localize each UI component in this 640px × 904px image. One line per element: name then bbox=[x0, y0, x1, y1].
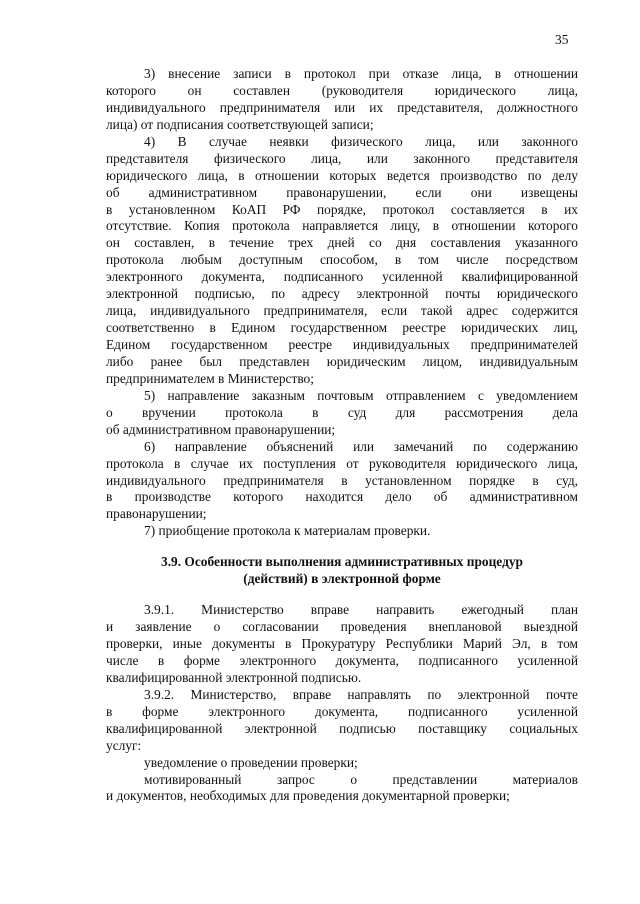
text-line: предпринимателем в Министерство; bbox=[106, 370, 314, 386]
text-line: электронного документа, подписанного усиленной квалифицированной bbox=[106, 269, 578, 285]
text-line: в установленном КоАП РФ порядке, протокол составляется в их bbox=[106, 201, 578, 217]
heading-line: (действий) в электронной форме bbox=[243, 571, 441, 587]
text-line: которого он составлен (руководителя юридического лица, bbox=[106, 82, 578, 98]
text-line: протокола в случае их поступления от руководителя юридического лица, bbox=[106, 455, 578, 471]
text-line: 3.9.1. Министерство вправе направить ежегодный план bbox=[144, 602, 578, 618]
text-line: квалифицированной электронной подписью поставщику социальных bbox=[106, 720, 578, 736]
text-line: индивидуального предпринимателя или их представителя, должностного bbox=[106, 99, 578, 115]
text-line: 7) приобщение протокола к материалам проверки. bbox=[144, 523, 431, 539]
text-line: либо ранее был представлен юридическим лицом, индивидуальным bbox=[106, 353, 578, 369]
text-line: о вручении протокола в суд для рассмотрения дела bbox=[106, 404, 578, 420]
paragraph bbox=[106, 439, 578, 524]
text-line: отсутствие. Копия протокола направляется лицу, в отношении которого bbox=[106, 218, 578, 234]
paragraph bbox=[106, 687, 578, 755]
section-heading bbox=[106, 554, 578, 588]
text-line: соответственно в Едином государственном реестре юридических лиц, bbox=[106, 320, 578, 336]
paragraph-gap bbox=[106, 540, 578, 554]
paragraph bbox=[106, 523, 578, 540]
text-line: квалифицированной электронной подписью. bbox=[106, 669, 362, 685]
text-line: представителя физического лица, или законного представителя bbox=[106, 150, 578, 166]
text-line: и заявление о согласовании проведения внеплановой выездной bbox=[106, 619, 578, 635]
text-line: 4) В случае неявки физического лица, или законного bbox=[144, 133, 578, 149]
text-line: в производстве которого находится дело об административном bbox=[106, 489, 578, 505]
paragraph bbox=[106, 772, 578, 806]
text-line: и документов, необходимых для проведения документарной проверки; bbox=[106, 788, 510, 804]
heading-line: 3.9. Особенности выполнения административных процедур bbox=[161, 554, 523, 570]
text-line: юридического лица, в отношении которых ведется производство по делу bbox=[106, 167, 578, 183]
text-line: 5) направление заказным почтовым отправлением с уведомлением bbox=[144, 387, 578, 403]
text-line: 6) направление объяснений или замечаний по содержанию bbox=[144, 438, 578, 454]
paragraph bbox=[106, 388, 578, 439]
text-line: проверки, иные документы в Прокуратуру Республики Марий Эл, в том bbox=[106, 636, 578, 651]
text-line: правонарушении; bbox=[106, 506, 207, 522]
page-number: 35 bbox=[555, 32, 569, 47]
text-line: уведомление о проведении проверки; bbox=[144, 754, 358, 770]
paragraph bbox=[106, 134, 578, 388]
text-line: об административном правонарушении; bbox=[106, 421, 336, 437]
paragraph bbox=[106, 66, 578, 134]
text-line: 3.9.2. Министерство, вправе направлять по электронной почте bbox=[144, 686, 578, 702]
text-line: протокола любым доступным способом, в том числе посредством bbox=[106, 252, 578, 268]
text-line: индивидуального предпринимателя в установленном порядке в суд, bbox=[106, 472, 578, 488]
text-line: мотивированный запрос о представлении материалов bbox=[144, 771, 578, 787]
paragraph bbox=[106, 602, 578, 687]
text-line: Едином государственном реестре индивидуальных предпринимателей bbox=[106, 337, 578, 352]
text-line: в форме электронного документа, подписанного усиленной bbox=[106, 703, 578, 719]
text-line: электронной подписью, по адресу электронной почты юридического bbox=[106, 286, 578, 302]
document-body bbox=[106, 66, 578, 805]
paragraph-gap bbox=[106, 588, 578, 602]
text-line: услуг: bbox=[106, 737, 142, 753]
text-line: он составлен, в течение трех дней со дня составления указанного bbox=[106, 235, 578, 251]
paragraph bbox=[106, 755, 578, 772]
text-line: числе в форме электронного документа, подписанного усиленной bbox=[106, 652, 578, 668]
text-line: 3) внесение записи в протокол при отказе лица, в отношении bbox=[144, 66, 578, 81]
text-line: лица, индивидуального предпринимателя, если такой адрес содержится bbox=[106, 303, 578, 319]
text-line: об административном правонарушении, если они извещены bbox=[106, 184, 578, 200]
text-line: лица) от подписания соответствующей записи; bbox=[106, 116, 374, 132]
